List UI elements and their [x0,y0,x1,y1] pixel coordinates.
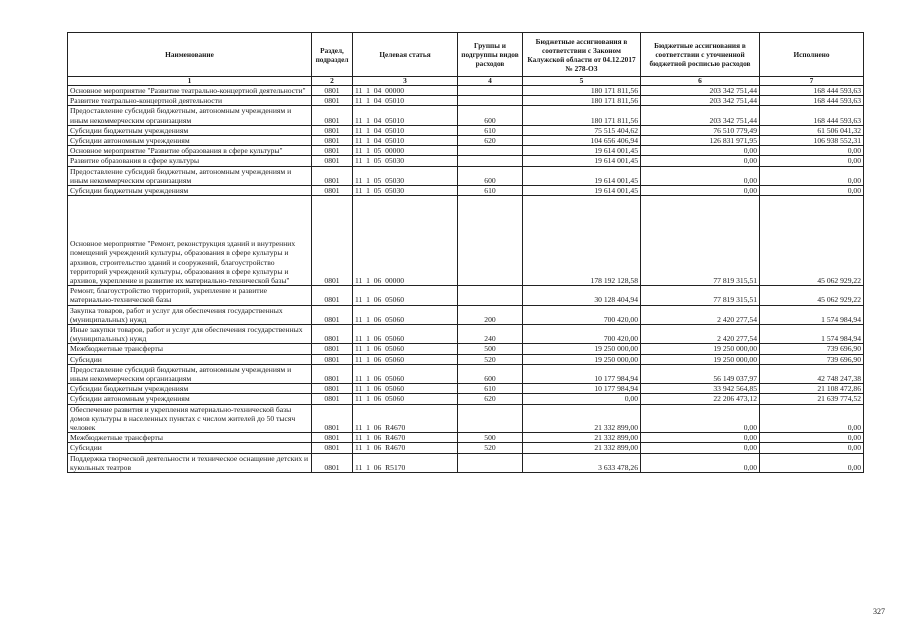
row-name-cell: Субсидии бюджетным учреждениям [68,125,312,135]
row-executed-cell: 106 938 552,31 [760,136,864,146]
row-law-allocation-cell: 19 250 000,00 [523,344,641,354]
row-section-cell: 0801 [312,156,353,166]
table-row [68,86,864,96]
header-schedule-allocation: Бюджетные ассигнования в соответствии с уточненной бюджетной росписью расходов [641,33,760,77]
row-article-cell: 11 1 04 05010 [353,125,458,135]
column-number: 6 [641,77,760,86]
row-article-cell: 11 1 06 05060 [353,286,458,305]
row-section-cell: 0801 [312,96,353,106]
row-group-cell: 500 [458,344,523,354]
row-executed-cell: 21 108 472,86 [760,384,864,394]
row-executed-cell: 0,00 [760,404,864,433]
row-group-cell [458,96,523,106]
row-article-cell: 11 1 06 05060 [353,344,458,354]
row-article-cell: 11 1 04 00000 [353,86,458,96]
table-row [68,146,864,156]
row-schedule-allocation-cell: 0,00 [641,146,760,156]
table-row [68,156,864,166]
row-section-cell: 0801 [312,344,353,354]
row-section-cell: 0801 [312,433,353,443]
row-executed-cell: 42 748 247,38 [760,364,864,383]
row-name-cell: Субсидии автономным учреждениям [68,136,312,146]
row-section-cell: 0801 [312,166,353,185]
page-number: 327 [873,607,885,616]
row-schedule-allocation-cell: 0,00 [641,404,760,433]
row-law-allocation-cell: 700 420,00 [523,305,641,324]
row-schedule-allocation-cell: 19 250 000,00 [641,354,760,364]
header-group: Группы и подгруппы видов расходов [458,33,523,77]
row-schedule-allocation-cell: 19 250 000,00 [641,344,760,354]
row-executed-cell: 45 062 929,22 [760,286,864,305]
row-name-cell: Межбюджетные трансферты [68,344,312,354]
header-law-allocation: Бюджетные ассигнования в соответствии с Законом Калужской области от 04.12.2017 № 278-ОЗ [523,33,641,77]
table-row [68,186,864,196]
row-law-allocation-cell: 30 128 404,94 [523,286,641,305]
row-name-cell: Субсидии автономным учреждениям [68,394,312,404]
row-name-cell: Предоставление субсидий бюджетным, автономным учреждениям и иным некоммерческим организациям [68,106,312,125]
row-section-cell: 0801 [312,286,353,305]
row-article-cell: 11 1 06 R4670 [353,404,458,433]
table-row [68,166,864,185]
table-row [68,453,864,472]
row-article-cell: 11 1 06 00000 [353,196,458,286]
row-section-cell: 0801 [312,146,353,156]
row-law-allocation-cell: 10 177 984,94 [523,364,641,383]
row-law-allocation-cell: 21 332 899,00 [523,433,641,443]
row-schedule-allocation-cell: 77 819 315,51 [641,286,760,305]
row-law-allocation-cell: 19 250 000,00 [523,354,641,364]
table-row [68,96,864,106]
row-group-cell [458,404,523,433]
row-group-cell: 500 [458,433,523,443]
table-row [68,325,864,344]
row-executed-cell: 0,00 [760,156,864,166]
row-law-allocation-cell: 700 420,00 [523,325,641,344]
row-article-cell: 11 1 06 R4670 [353,433,458,443]
row-schedule-allocation-cell: 0,00 [641,186,760,196]
row-schedule-allocation-cell: 203 342 751,44 [641,106,760,125]
column-number: 3 [353,77,458,86]
row-group-cell: 610 [458,384,523,394]
row-name-cell: Закупка товаров, работ и услуг для обеспечения государственных (муниципальных) нужд [68,305,312,324]
row-article-cell: 11 1 04 05010 [353,96,458,106]
row-schedule-allocation-cell: 2 420 277,54 [641,325,760,344]
row-group-cell: 600 [458,166,523,185]
table-row [68,344,864,354]
row-name-cell: Предоставление субсидий бюджетным, автономным учреждениям и иным некоммерческим организациям [68,364,312,383]
row-name-cell: Ремонт, благоустройство территорий, укрепление и развитие материально-технической базы [68,286,312,305]
row-executed-cell: 0,00 [760,453,864,472]
row-article-cell: 11 1 05 00000 [353,146,458,156]
table-row [68,305,864,324]
row-name-cell: Основное мероприятие "Развитие театрально-концертной деятельности" [68,86,312,96]
row-executed-cell: 739 696,90 [760,344,864,354]
row-name-cell: Субсидии [68,443,312,453]
table-row [68,404,864,433]
row-executed-cell: 168 444 593,63 [760,86,864,96]
row-section-cell: 0801 [312,443,353,453]
row-law-allocation-cell: 180 171 811,56 [523,96,641,106]
row-group-cell: 520 [458,354,523,364]
row-law-allocation-cell: 3 633 478,26 [523,453,641,472]
header-row [68,33,864,77]
table-row [68,136,864,146]
table-row [68,286,864,305]
column-number: 7 [760,77,864,86]
row-group-cell [458,286,523,305]
row-name-cell: Развитие театрально-концертной деятельности [68,96,312,106]
column-number: 1 [68,77,312,86]
row-executed-cell: 21 639 774,52 [760,394,864,404]
row-law-allocation-cell: 180 171 811,56 [523,86,641,96]
table-row [68,125,864,135]
row-section-cell: 0801 [312,354,353,364]
row-law-allocation-cell: 19 614 001,45 [523,186,641,196]
row-name-cell: Иные закупки товаров, работ и услуг для обеспечения государственных (муниципальных) нужд [68,325,312,344]
row-article-cell: 11 1 06 R5170 [353,453,458,472]
row-article-cell: 11 1 04 05010 [353,106,458,125]
row-article-cell: 11 1 06 05060 [353,364,458,383]
row-group-cell: 520 [458,443,523,453]
table-row [68,196,864,286]
row-group-cell [458,196,523,286]
row-group-cell [458,86,523,96]
row-law-allocation-cell: 104 656 406,94 [523,136,641,146]
row-group-cell: 200 [458,305,523,324]
row-name-cell: Основное мероприятие "Развитие образования в сфере культуры" [68,146,312,156]
row-executed-cell: 0,00 [760,166,864,185]
row-executed-cell: 168 444 593,63 [760,106,864,125]
row-name-cell: Субсидии бюджетным учреждениям [68,186,312,196]
row-schedule-allocation-cell: 0,00 [641,166,760,185]
column-number: 2 [312,77,353,86]
row-section-cell: 0801 [312,305,353,324]
row-name-cell: Субсидии бюджетным учреждениям [68,384,312,394]
row-executed-cell: 0,00 [760,186,864,196]
row-section-cell: 0801 [312,196,353,286]
row-section-cell: 0801 [312,453,353,472]
row-executed-cell: 0,00 [760,433,864,443]
row-group-cell [458,453,523,472]
table-row [68,354,864,364]
row-article-cell: 11 1 06 05060 [353,384,458,394]
row-section-cell: 0801 [312,364,353,383]
row-group-cell: 620 [458,394,523,404]
row-schedule-allocation-cell: 203 342 751,44 [641,86,760,96]
row-article-cell: 11 1 05 05030 [353,186,458,196]
row-executed-cell: 0,00 [760,443,864,453]
table-row [68,443,864,453]
header-section: Раздел, подраздел [312,33,353,77]
row-schedule-allocation-cell: 76 510 779,49 [641,125,760,135]
header-executed: Исполнено [760,33,864,77]
row-section-cell: 0801 [312,384,353,394]
row-group-cell: 600 [458,364,523,383]
row-executed-cell: 168 444 593,63 [760,96,864,106]
row-schedule-allocation-cell: 56 149 037,97 [641,364,760,383]
row-law-allocation-cell: 21 332 899,00 [523,404,641,433]
row-group-cell [458,146,523,156]
row-section-cell: 0801 [312,86,353,96]
row-executed-cell: 45 062 929,22 [760,196,864,286]
row-article-cell: 11 1 04 05010 [353,136,458,146]
table-row [68,433,864,443]
header-article: Целевая статья [353,33,458,77]
table-row [68,394,864,404]
row-schedule-allocation-cell: 22 206 473,12 [641,394,760,404]
row-law-allocation-cell: 178 192 128,58 [523,196,641,286]
row-group-cell [458,156,523,166]
row-section-cell: 0801 [312,106,353,125]
row-executed-cell: 1 574 984,94 [760,305,864,324]
row-executed-cell: 1 574 984,94 [760,325,864,344]
row-schedule-allocation-cell: 0,00 [641,433,760,443]
row-article-cell: 11 1 06 05060 [353,354,458,364]
row-schedule-allocation-cell: 203 342 751,44 [641,96,760,106]
row-article-cell: 11 1 05 05030 [353,166,458,185]
row-schedule-allocation-cell: 0,00 [641,156,760,166]
row-article-cell: 11 1 06 05060 [353,325,458,344]
row-name-cell: Предоставление субсидий бюджетным, автономным учреждениям и иным некоммерческим организациям [68,166,312,185]
row-article-cell: 11 1 06 R4670 [353,443,458,453]
row-group-cell: 610 [458,186,523,196]
row-executed-cell: 0,00 [760,146,864,156]
row-name-cell: Межбюджетные трансферты [68,433,312,443]
row-law-allocation-cell: 180 171 811,56 [523,106,641,125]
row-group-cell: 610 [458,125,523,135]
column-number: 4 [458,77,523,86]
row-law-allocation-cell: 19 614 001,45 [523,166,641,185]
header-name: Наименование [68,33,312,77]
table-row [68,384,864,394]
row-name-cell: Обеспечение развития и укрепления материально-технической базы домов культуры в населенных пунктах с числом жителей до 50 тысяч человек [68,404,312,433]
row-law-allocation-cell: 21 332 899,00 [523,443,641,453]
row-law-allocation-cell: 0,00 [523,394,641,404]
row-law-allocation-cell: 19 614 001,45 [523,156,641,166]
row-schedule-allocation-cell: 0,00 [641,453,760,472]
row-section-cell: 0801 [312,404,353,433]
row-schedule-allocation-cell: 126 831 971,95 [641,136,760,146]
row-executed-cell: 739 696,90 [760,354,864,364]
row-group-cell: 240 [458,325,523,344]
column-number: 5 [523,77,641,86]
row-name-cell: Субсидии [68,354,312,364]
row-law-allocation-cell: 19 614 001,45 [523,146,641,156]
table-row [68,364,864,383]
row-schedule-allocation-cell: 0,00 [641,443,760,453]
row-section-cell: 0801 [312,394,353,404]
row-section-cell: 0801 [312,125,353,135]
row-group-cell: 600 [458,106,523,125]
row-schedule-allocation-cell: 77 819 315,51 [641,196,760,286]
row-article-cell: 11 1 06 05060 [353,305,458,324]
row-name-cell: Поддержка творческой деятельности и техническое оснащение детских и кукольных театров [68,453,312,472]
column-number-row [68,77,864,86]
row-section-cell: 0801 [312,186,353,196]
row-law-allocation-cell: 10 177 984,94 [523,384,641,394]
row-section-cell: 0801 [312,325,353,344]
row-article-cell: 11 1 06 05060 [353,394,458,404]
row-name-cell: Развитие образования в сфере культуры [68,156,312,166]
row-law-allocation-cell: 75 515 404,62 [523,125,641,135]
row-name-cell: Основное мероприятие "Ремонт, реконструкция зданий и внутренних помещений учреждений культуры, образования в сфере культуры и архивов, строительство зданий и сооружений, благоустройство территорий учреждений культуры, образования в сфере культуры и архивов, укрепление и развитие их материально-технической базы" [68,196,312,286]
row-group-cell: 620 [458,136,523,146]
row-executed-cell: 61 506 041,32 [760,125,864,135]
row-section-cell: 0801 [312,136,353,146]
row-schedule-allocation-cell: 33 942 564,85 [641,384,760,394]
row-schedule-allocation-cell: 2 420 277,54 [641,305,760,324]
budget-table [67,32,864,473]
row-article-cell: 11 1 05 05030 [353,156,458,166]
table-row [68,106,864,125]
